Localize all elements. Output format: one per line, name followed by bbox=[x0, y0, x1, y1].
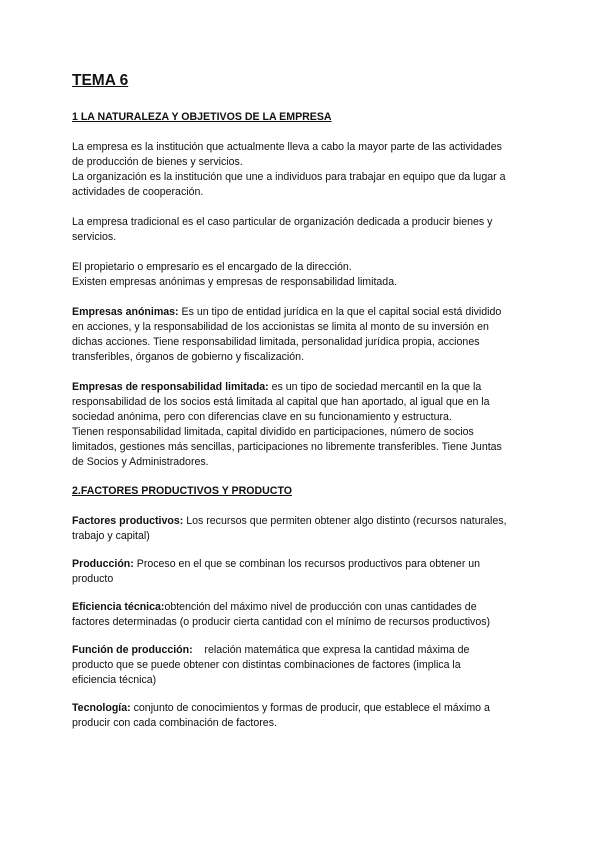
page-title: TEMA 6 bbox=[72, 72, 129, 89]
text-line: actividades de cooperación. bbox=[72, 186, 204, 198]
text-line: eficiencia técnica) bbox=[72, 674, 157, 686]
text-line: en acciones, y la responsabilidad de los accionistas se limita al monto de su inversión en bbox=[72, 321, 489, 333]
text-line: La empresa tradicional es el caso particular de organización dedicada a producir bienes y bbox=[72, 216, 493, 228]
text-line: de producción de bienes y servicios. bbox=[72, 156, 243, 168]
text-line: producto bbox=[72, 573, 114, 585]
paragraph-factores-productivos bbox=[72, 514, 532, 544]
text-line bbox=[72, 643, 532, 658]
term-factores-productivos: Factores productivos: bbox=[72, 515, 184, 527]
text-line: trabajo y capital) bbox=[72, 530, 150, 542]
section-1-heading: 1 LA NATURALEZA Y OBJETIVOS DE LA EMPRESA bbox=[72, 111, 332, 123]
definition-text: conjunto de conocimientos y formas de producir, que establece el máximo a bbox=[130, 702, 490, 714]
text-line bbox=[72, 514, 532, 529]
definition-text: Proceso en el que se combinan los recursos productivos para obtener un bbox=[133, 558, 481, 570]
term-funcion-produccion: Función de producción: bbox=[72, 644, 193, 656]
paragraph-eficiencia-tecnica bbox=[72, 600, 532, 630]
text-line: de Socios y Administradores. bbox=[72, 456, 209, 468]
text-line: Tienen responsabilidad limitada, capital dividido en participaciones, número de socios bbox=[72, 426, 474, 438]
text-line: transferibles, órganos de gobierno y fiscalización. bbox=[72, 351, 305, 363]
text-line: Existen empresas anónimas y empresas de responsabilidad limitada. bbox=[72, 276, 398, 288]
text-line: servicios. bbox=[72, 231, 117, 243]
text-line: producir con cada combinación de factores. bbox=[72, 717, 277, 729]
text-line: La empresa es la institución que actualmente lleva a cabo la mayor parte de las actividades bbox=[72, 141, 502, 153]
text-line bbox=[72, 380, 532, 395]
paragraph-tecnologia bbox=[72, 701, 532, 731]
text-line bbox=[72, 557, 532, 572]
text-line: El propietario o empresario es el encargado de la dirección. bbox=[72, 261, 352, 273]
text-line: factores determinadas (o producir cierta cantidad con el mínimo de recursos productivos) bbox=[72, 616, 491, 628]
text-line: responsabilidad de los socios está limitada al capital que han aportado, al igual que en la bbox=[72, 396, 490, 408]
text-line: sociedad anónima, pero con diferencias clave en su funcionamiento y estructura. bbox=[72, 411, 452, 423]
document-page bbox=[72, 72, 532, 744]
definition-text: es un tipo de sociedad mercantil en la que la bbox=[268, 381, 482, 393]
term-responsabilidad-limitada: Empresas de responsabilidad limitada: bbox=[72, 381, 269, 393]
paragraph-produccion bbox=[72, 557, 532, 587]
paragraph-propietario bbox=[72, 260, 532, 290]
text-line bbox=[72, 600, 532, 615]
text-line: limitados, gestiones más sencillas, participaciones no libremente transferibles. Tiene Juntas bbox=[72, 441, 502, 453]
text-line: producto que se puede obtener con distintas combinaciones de factores (implica la bbox=[72, 659, 461, 671]
paragraph-empresa-definition bbox=[72, 140, 532, 200]
paragraph-responsabilidad-limitada bbox=[72, 380, 532, 470]
term-empresas-anonimas: Empresas anónimas: bbox=[72, 306, 179, 318]
section-2-heading: 2.FACTORES PRODUCTIVOS Y PRODUCTO bbox=[72, 485, 292, 497]
definition-text: obtención del máximo nivel de producción con unas cantidades de bbox=[164, 601, 477, 613]
term-produccion: Producción: bbox=[72, 558, 134, 570]
text-line bbox=[72, 701, 532, 716]
paragraph-empresas-anonimas bbox=[72, 305, 532, 365]
text-line bbox=[72, 305, 532, 320]
text-line: dichas acciones. Tiene responsabilidad limitada, personalidad jurídica propia, acciones bbox=[72, 336, 480, 348]
term-tecnologia: Tecnología: bbox=[72, 702, 131, 714]
text-line: La organización es la institución que une a individuos para trabajar en equipo que da lugar a bbox=[72, 171, 506, 183]
term-eficiencia-tecnica: Eficiencia técnica: bbox=[72, 601, 165, 613]
definition-text: Es un tipo de entidad jurídica en la que el capital social está dividido bbox=[178, 306, 502, 318]
paragraph-empresa-tradicional bbox=[72, 215, 532, 245]
paragraph-funcion-produccion bbox=[72, 643, 532, 688]
definition-text: Los recursos que permiten obtener algo distinto (recursos naturales, bbox=[183, 515, 507, 527]
definition-text: relación matemática que expresa la cantidad máxima de bbox=[192, 644, 470, 656]
